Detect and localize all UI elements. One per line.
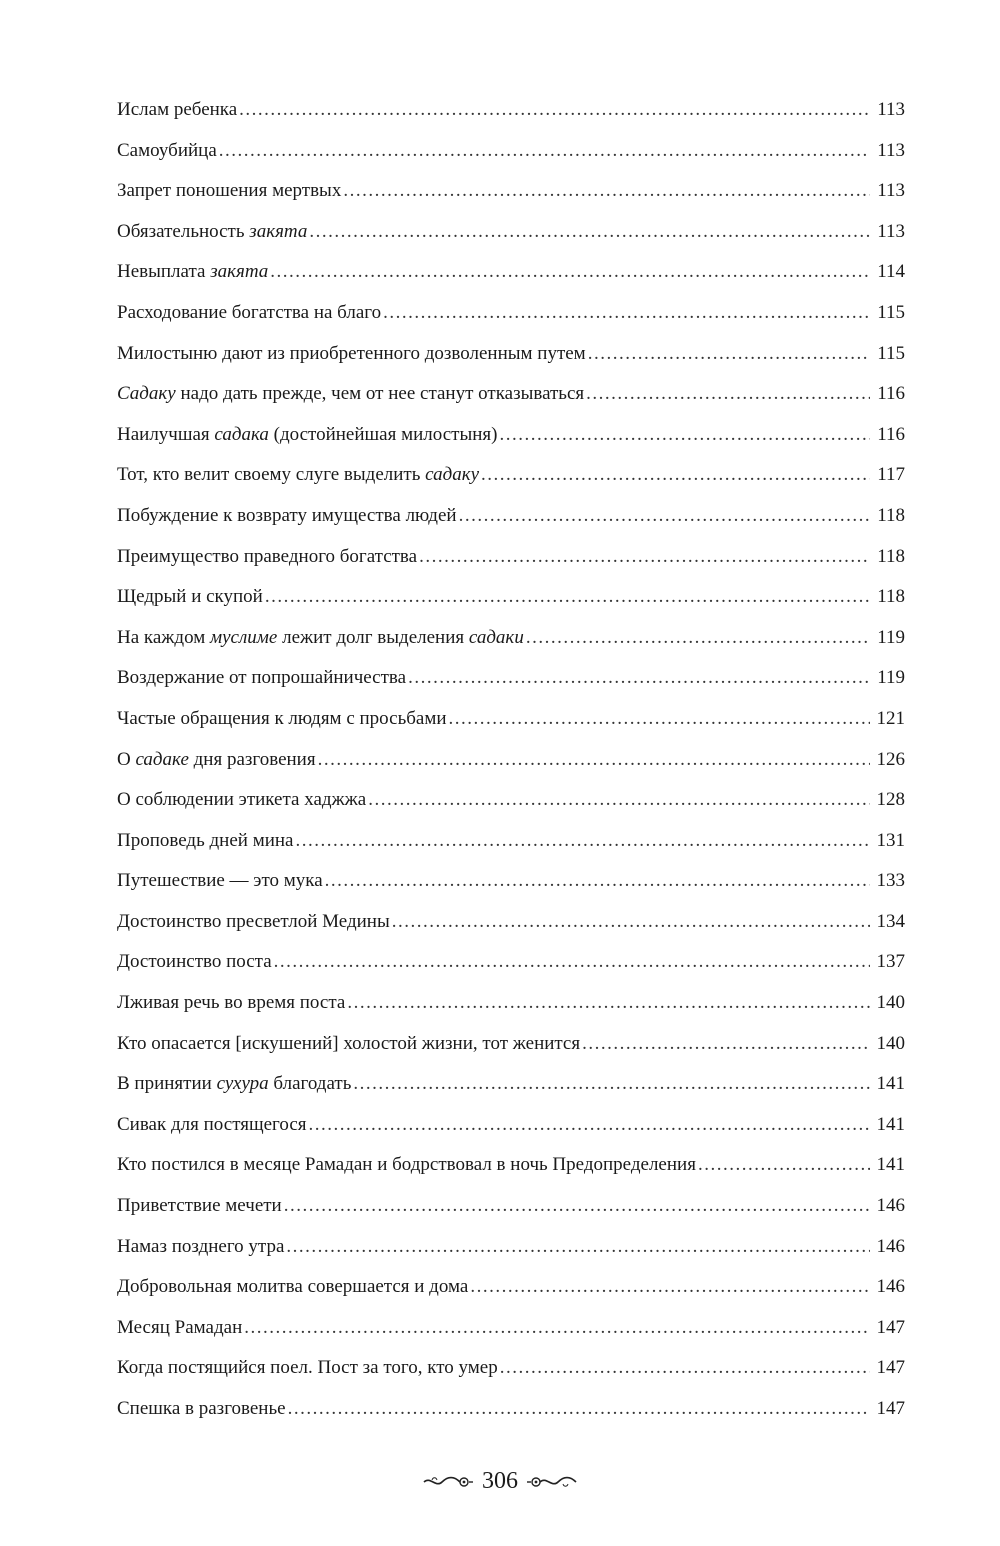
toc-entry-title	[117, 861, 323, 902]
toc-entry	[117, 1227, 905, 1268]
toc-title-text: (достойнейшая милостыня)	[268, 423, 498, 445]
toc-title-text: Приветствие мечети	[117, 1195, 282, 1217]
dot-leader	[481, 455, 870, 496]
toc-title-text: Путешествие — это мука	[117, 870, 323, 892]
toc-title-text: Намаз позднего утра	[117, 1235, 285, 1257]
toc-entry	[117, 1024, 905, 1065]
toc-title-text: Невыплата	[117, 261, 211, 283]
toc-entry-title	[117, 374, 584, 415]
toc-entry-page-number: 146	[876, 1276, 905, 1298]
toc-title-text: благодать	[268, 1073, 352, 1095]
toc-title-italic-term: садаки	[468, 626, 524, 648]
dot-leader	[582, 1024, 870, 1065]
dot-leader	[459, 496, 870, 537]
dot-leader	[286, 1227, 870, 1268]
toc-entry-title	[117, 252, 268, 293]
dot-leader	[270, 252, 870, 293]
toc-entry-page-number: 147	[876, 1357, 905, 1379]
toc-title-text: Воздержание от попрошайничества	[117, 667, 407, 689]
toc-entry-title	[117, 1267, 468, 1308]
toc-title-text: Милостыню дают из приобретенного дозволенным путем	[117, 342, 586, 364]
toc-title-text: Когда постящийся поел. Пост за того, кто умер	[117, 1357, 498, 1379]
dot-leader	[419, 537, 870, 578]
toc-entry	[117, 455, 905, 496]
dot-leader	[500, 1348, 870, 1389]
dot-leader	[499, 415, 870, 456]
toc-title-text: Месяц Рамадан	[117, 1316, 243, 1338]
toc-entry-title	[117, 1105, 307, 1146]
toc-entry	[117, 780, 905, 821]
toc-entry-page-number: 115	[877, 342, 905, 364]
toc-title-italic-term: садаке	[135, 748, 189, 770]
right-ornament-icon	[526, 1474, 578, 1490]
toc-title-text: Расходование богатства на благо	[117, 301, 382, 323]
toc-entry-title	[117, 983, 345, 1024]
toc-title-text: Щедрый и скупой	[117, 586, 263, 608]
toc-entry-title	[117, 1227, 284, 1268]
toc-title-text: Тот, кто велит своему слуге выделить	[117, 464, 426, 486]
toc-entry	[117, 252, 905, 293]
dot-leader	[284, 1186, 870, 1227]
dot-leader	[408, 658, 870, 699]
dot-leader	[392, 902, 870, 943]
dot-leader	[244, 1308, 870, 1349]
toc-entry	[117, 90, 905, 131]
toc-entry	[117, 171, 905, 212]
toc-title-text: Лживая речь во время поста	[117, 992, 346, 1014]
dot-leader	[309, 212, 870, 253]
toc-entry-page-number: 140	[876, 1032, 905, 1054]
toc-entry-page-number: 133	[876, 870, 905, 892]
toc-entry-page-number: 113	[877, 220, 905, 242]
table-of-contents	[117, 90, 905, 1430]
toc-entry-title	[117, 1145, 696, 1186]
toc-entry	[117, 942, 905, 983]
toc-entry-title	[117, 740, 316, 781]
toc-title-italic-term: садака	[214, 423, 269, 445]
toc-entry-page-number: 117	[877, 464, 905, 486]
dot-leader	[368, 780, 870, 821]
toc-entry	[117, 496, 905, 537]
toc-title-text: дня разговения	[188, 748, 316, 770]
toc-entry-title	[117, 577, 263, 618]
dot-leader	[265, 577, 870, 618]
toc-entry-title	[117, 1064, 351, 1105]
dot-leader	[325, 861, 870, 902]
toc-entry	[117, 212, 905, 253]
toc-entry	[117, 699, 905, 740]
toc-title-italic-term: закята	[210, 261, 269, 283]
toc-title-text: Добровольная молитва совершается и дома	[117, 1276, 469, 1298]
toc-entry-title	[117, 131, 217, 172]
toc-entry	[117, 1186, 905, 1227]
toc-title-italic-term: муслиме	[210, 626, 278, 648]
toc-title-text: Частые обращения к людям с просьбами	[117, 707, 447, 729]
toc-title-italic-term: садаку	[425, 464, 480, 486]
toc-entry-title	[117, 618, 524, 659]
toc-entry-title	[117, 212, 307, 253]
page-footer	[0, 1468, 1000, 1495]
toc-entry	[117, 131, 905, 172]
toc-entry-page-number: 126	[876, 748, 905, 770]
toc-entry-page-number: 146	[876, 1195, 905, 1217]
toc-entry	[117, 334, 905, 375]
toc-entry-title	[117, 334, 586, 375]
toc-title-text: Проповедь дней мина	[117, 829, 294, 851]
toc-entry-title	[117, 455, 479, 496]
dot-leader	[383, 293, 870, 334]
toc-title-italic-term: закята	[249, 220, 308, 242]
toc-title-text: Кто постился в месяце Рамадан и бодрствовал в ночь Предопределения	[117, 1154, 696, 1176]
toc-title-italic-term: сухура	[216, 1073, 269, 1095]
toc-entry-title	[117, 902, 390, 943]
toc-entry	[117, 1348, 905, 1389]
toc-entry-page-number: 116	[877, 383, 905, 405]
dot-leader	[353, 1064, 870, 1105]
toc-title-text: Сивак для постящегося	[117, 1113, 307, 1135]
toc-title-text: О	[117, 748, 136, 770]
toc-entry-page-number: 147	[876, 1398, 905, 1419]
toc-entry-page-number: 114	[877, 261, 905, 283]
toc-entry-title	[117, 1308, 242, 1349]
toc-entry-page-number: 115	[877, 301, 905, 323]
toc-entry-title	[117, 415, 497, 456]
dot-leader	[347, 983, 870, 1024]
toc-title-text: Запрет поношения мертвых	[117, 180, 342, 202]
toc-title-text: Ислам ребенка	[117, 99, 238, 120]
toc-entry	[117, 1105, 905, 1146]
toc-title-text: Достоинство пресветлой Медины	[117, 910, 390, 932]
toc-entry-title	[117, 1024, 580, 1065]
dot-leader	[698, 1145, 870, 1186]
toc-title-text: На каждом	[117, 626, 210, 648]
toc-title-text: надо дать прежде, чем от нее станут отказываться	[175, 383, 585, 405]
toc-title-italic-term: Садаку	[117, 383, 176, 405]
toc-entry-page-number: 113	[877, 139, 905, 161]
dot-leader	[296, 821, 871, 862]
toc-entry-title	[117, 537, 417, 578]
toc-entry	[117, 902, 905, 943]
toc-entry	[117, 740, 905, 781]
toc-entry-page-number: 137	[876, 951, 905, 973]
page-number: 306	[482, 1468, 518, 1494]
toc-entry	[117, 1064, 905, 1105]
toc-entry-page-number: 141	[876, 1113, 905, 1135]
toc-entry-title	[117, 821, 294, 862]
toc-title-text: Обязательность	[117, 220, 250, 242]
toc-entry-title	[117, 293, 381, 334]
toc-entry	[117, 374, 905, 415]
dot-leader	[219, 131, 870, 172]
toc-entry	[117, 618, 905, 659]
left-ornament-icon	[422, 1474, 474, 1490]
toc-entry	[117, 1145, 905, 1186]
dot-leader	[449, 699, 870, 740]
toc-entry-title	[117, 780, 366, 821]
toc-title-text: В принятии	[117, 1073, 217, 1095]
dot-leader	[239, 90, 870, 131]
toc-entry	[117, 537, 905, 578]
toc-entry-page-number: 113	[877, 180, 905, 202]
toc-title-text: Спешка в разговенье	[117, 1398, 286, 1419]
toc-entry-page-number: 121	[876, 707, 905, 729]
dot-leader	[526, 618, 870, 659]
dot-leader	[274, 942, 870, 983]
toc-entry	[117, 821, 905, 862]
toc-entry-page-number: 113	[877, 99, 905, 120]
toc-entry-title	[117, 658, 406, 699]
toc-entry-page-number: 141	[876, 1154, 905, 1176]
toc-entry-title	[117, 171, 341, 212]
toc-entry	[117, 861, 905, 902]
toc-entry-page-number: 118	[877, 504, 905, 526]
toc-entry-page-number: 119	[877, 626, 905, 648]
toc-entry-page-number: 119	[877, 667, 905, 689]
toc-entry-title	[117, 1186, 282, 1227]
toc-entry	[117, 983, 905, 1024]
toc-entry-page-number: 146	[876, 1235, 905, 1257]
toc-entry-page-number: 131	[876, 829, 905, 851]
dot-leader	[288, 1389, 870, 1430]
toc-entry-title	[117, 942, 272, 983]
toc-title-text: Наилучшая	[117, 423, 215, 445]
toc-entry-page-number: 140	[876, 992, 905, 1014]
dot-leader	[588, 334, 870, 375]
toc-entry-title	[117, 1389, 286, 1430]
toc-entry-title	[117, 90, 237, 131]
toc-entry-page-number: 147	[876, 1316, 905, 1338]
toc-title-text: Достоинство поста	[117, 951, 272, 973]
toc-entry-page-number: 141	[876, 1073, 905, 1095]
toc-title-text: лежит долг выделения	[277, 626, 469, 648]
toc-title-text: Побуждение к возврату имущества людей	[117, 504, 457, 526]
dot-leader	[470, 1267, 870, 1308]
toc-entry	[117, 658, 905, 699]
dot-leader	[309, 1105, 870, 1146]
dot-leader	[343, 171, 870, 212]
toc-entry-title	[117, 496, 457, 537]
toc-entry	[117, 415, 905, 456]
toc-entry	[117, 1267, 905, 1308]
toc-entry-title	[117, 1348, 498, 1389]
toc-entry-page-number: 116	[877, 423, 905, 445]
toc-entry	[117, 1389, 905, 1430]
toc-entry-page-number: 134	[876, 910, 905, 932]
toc-entry-page-number: 118	[877, 586, 905, 608]
toc-entry	[117, 1308, 905, 1349]
dot-leader	[318, 740, 870, 781]
toc-title-text: О соблюдении этикета хаджжа	[117, 789, 367, 811]
toc-title-text: Кто опасается [искушений] холостой жизни, тот женится	[117, 1032, 581, 1054]
toc-entry	[117, 577, 905, 618]
toc-entry	[117, 293, 905, 334]
dot-leader	[586, 374, 870, 415]
toc-title-text: Преимущество праведного богатства	[117, 545, 418, 567]
toc-title-text: Самоубийца	[117, 139, 217, 161]
toc-entry-page-number: 128	[876, 789, 905, 811]
toc-entry-title	[117, 699, 447, 740]
toc-entry-page-number: 118	[877, 545, 905, 567]
